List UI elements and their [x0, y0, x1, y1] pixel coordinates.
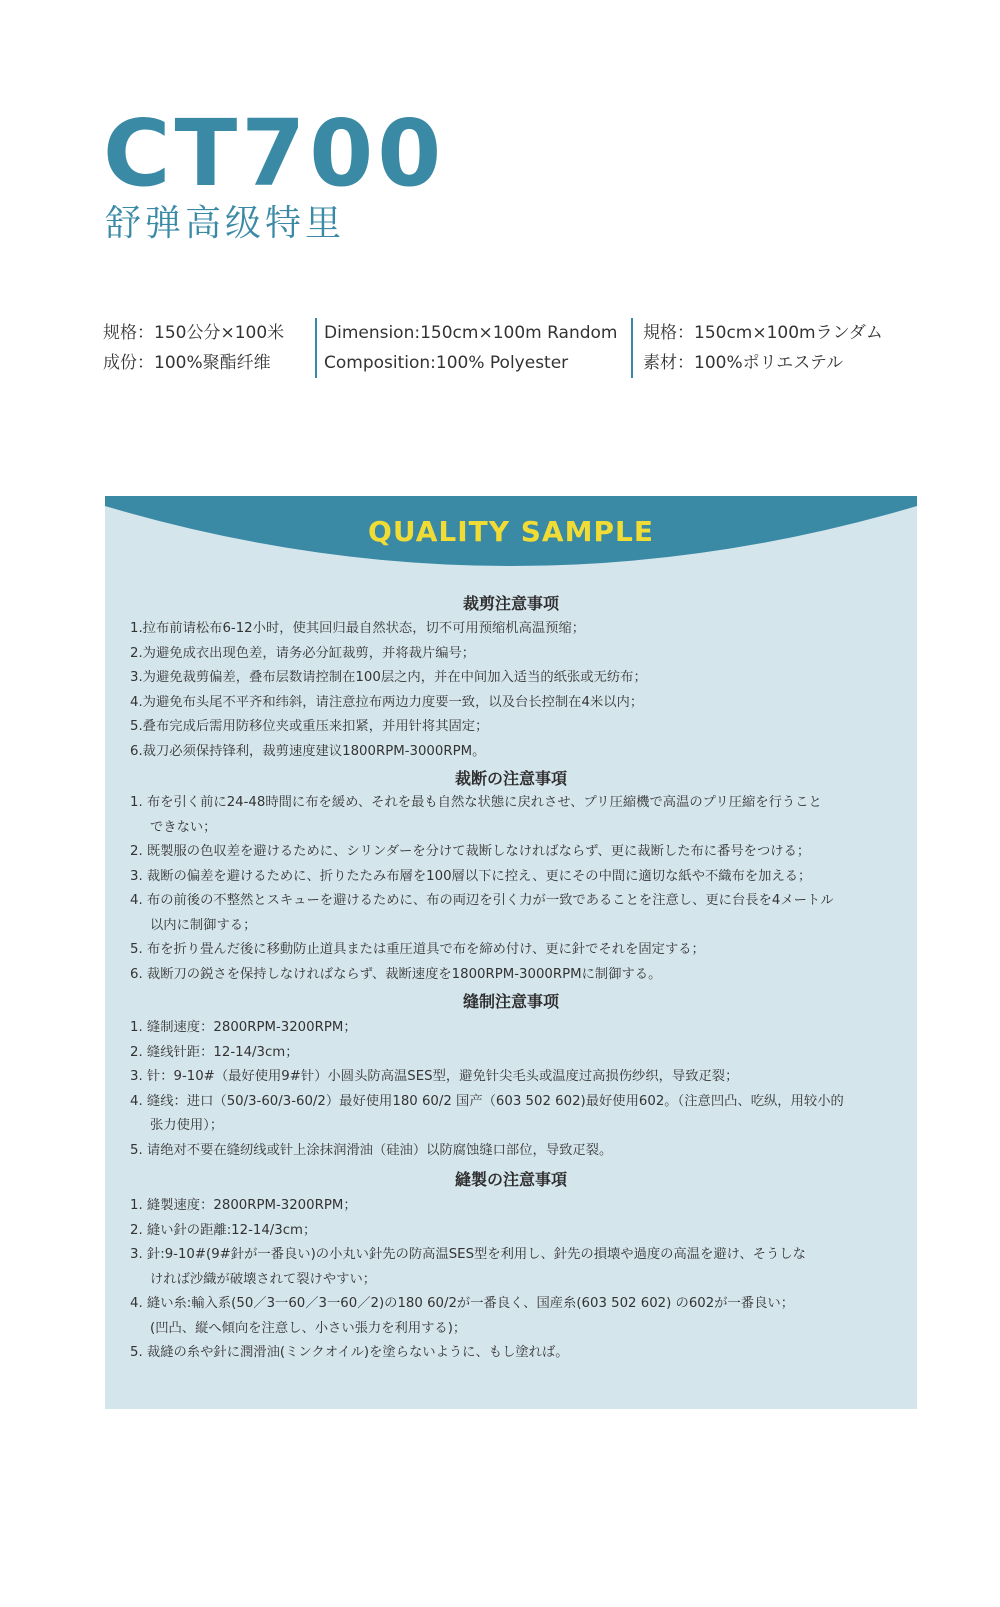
section-line: 3. 针：9-10#（最好使用9#针）小圆头防高温SES型，避免针尖毛头或温度过高损伤纱织，导致疋裂；: [130, 1069, 739, 1084]
section-line: 1. 布を引く前に24-48時間に布を緩め、それを最も自然な状態に戻れさせ、プリ圧縮機で高温のプリ圧縮を行うこと: [130, 795, 822, 810]
section-line: 3. 針:9-10#(9#針が一番良い)の小丸い針先の防高温SES型を利用し、針先の損壊や過度の高温を避け、そうしな: [130, 1247, 806, 1262]
sewing-notes-cn: [130, 991, 900, 1163]
section-heading: 裁断の注意事項: [454, 769, 567, 788]
specs-english: [315, 318, 617, 378]
cutting-notes-jp: [130, 768, 900, 987]
specs-japanese: [631, 318, 883, 378]
section-line: 1. 缝制速度：2800RPM-3200RPM；: [130, 1020, 357, 1035]
section-line: 4.为避免布头尾不平齐和纬斜，请注意拉布两边力度要一致，以及台长控制在4米以内；: [130, 694, 644, 710]
panel-title: QUALITY SAMPLE: [368, 515, 654, 548]
section-line: 5.叠布完成后需用防移位夹或重压来扣紧，并用针将其固定；: [130, 719, 489, 734]
section-line: 3.为避免裁剪偏差，叠布层数请控制在100层之内，并在中间加入适当的纸张或无纺布；: [130, 670, 647, 685]
product-code-title: CT700: [103, 100, 446, 207]
section-line: 6.裁刀必须保持锋利，裁剪速度建议1800RPM-3000RPM。: [130, 743, 486, 759]
product-subtitle: 舒弹高级特里: [105, 203, 346, 244]
specs-chinese: [103, 318, 284, 378]
section-line: 5. 请绝对不要在缝纫线或针上涂抹润滑油（硅油）以防腐蚀缝口部位，导致疋裂。: [130, 1142, 613, 1158]
spec-dimension-jp: 規格：150cm×100mランダム: [643, 323, 883, 343]
spec-composition-cn: 成份：100%聚酯纤维: [103, 353, 271, 373]
section-line: ければ沙織が破壊されて裂けやすい；: [150, 1271, 377, 1287]
section-line: 5. 裁縫の糸や針に潤滑油(ミンクオイル)を塗らないように、もし塗れば。: [130, 1345, 569, 1360]
spec-dimension-en: Dimension:150cm×100m Random: [324, 323, 618, 343]
section-line: できない；: [150, 819, 217, 835]
section-line: 4. 缝线：进口（50/3-60/3-60/2）最好使用180 60/2 国产（603 502 602)最好使用602。（注意凹凸、吃纵，用较小的: [130, 1093, 844, 1109]
section-line: 1.拉布前请松布6-12小时，使其回归最自然状态，切不可用预缩机高温预缩；: [130, 621, 586, 636]
section-line: 3. 裁断の偏差を避けるために、折りたたみ布層を100層以下に控え、更にその中間に適切な紙や不織布を加える；: [130, 868, 812, 884]
section-heading: 裁剪注意事项: [462, 594, 559, 613]
section-line: 2. 縫い針の距離:12-14/3cm；: [130, 1222, 317, 1238]
instructions-content: [130, 593, 900, 1366]
section-line: 1. 縫製速度：2800RPM-3200RPM；: [130, 1198, 357, 1213]
sewing-notes-jp: [130, 1169, 900, 1366]
section-heading: 縫製の注意事項: [454, 1170, 567, 1189]
quality-sample-panel: [105, 496, 917, 1409]
section-line: 2.为避免成衣出现色差，请务必分缸裁剪，并将裁片编号；: [130, 645, 476, 661]
section-line: 2. 缝线针距：12-14/3cm；: [130, 1044, 299, 1060]
section-line: 以内に制御する；: [150, 917, 257, 933]
spec-dimension-cn: 规格：150公分×100米: [103, 323, 285, 343]
cutting-notes-cn: [130, 593, 900, 764]
section-line: 6. 裁断刀の鋭さを保持しなければならず、裁断速度を1800RPM-3000RPMに制御する。: [130, 966, 662, 982]
section-line: 5. 布を折り畳んだ後に移動防止道具または重圧道具で布を締め付け、更に針でそれを固定する；: [130, 942, 705, 957]
spec-composition-jp: 素材：100%ポリエステル: [643, 353, 844, 373]
section-line: 2. 既製服の色収差を避けるために、シリンダーを分けて裁断しなければならず、更に裁断した布に番号をつける；: [130, 844, 811, 859]
section-line: 4. 布の前後の不整然とスキューを避けるために、布の両辺を引く力が一致であることを注意し、更に台長を4メートル: [130, 893, 834, 908]
section-line: 4. 縫い糸:輸入系(50／3一60／3一60／2)の180 60/2が一番良く、国産糸(603 502 602) の602が一番良い；: [130, 1296, 794, 1311]
spec-composition-en: Composition:100% Polyester: [324, 353, 569, 373]
section-line: 张力使用）；: [150, 1118, 224, 1133]
section-line: (凹凸、縦へ傾向を注意し、小さい張力を利用する)；: [150, 1320, 467, 1336]
section-heading: 缝制注意事项: [462, 992, 559, 1011]
